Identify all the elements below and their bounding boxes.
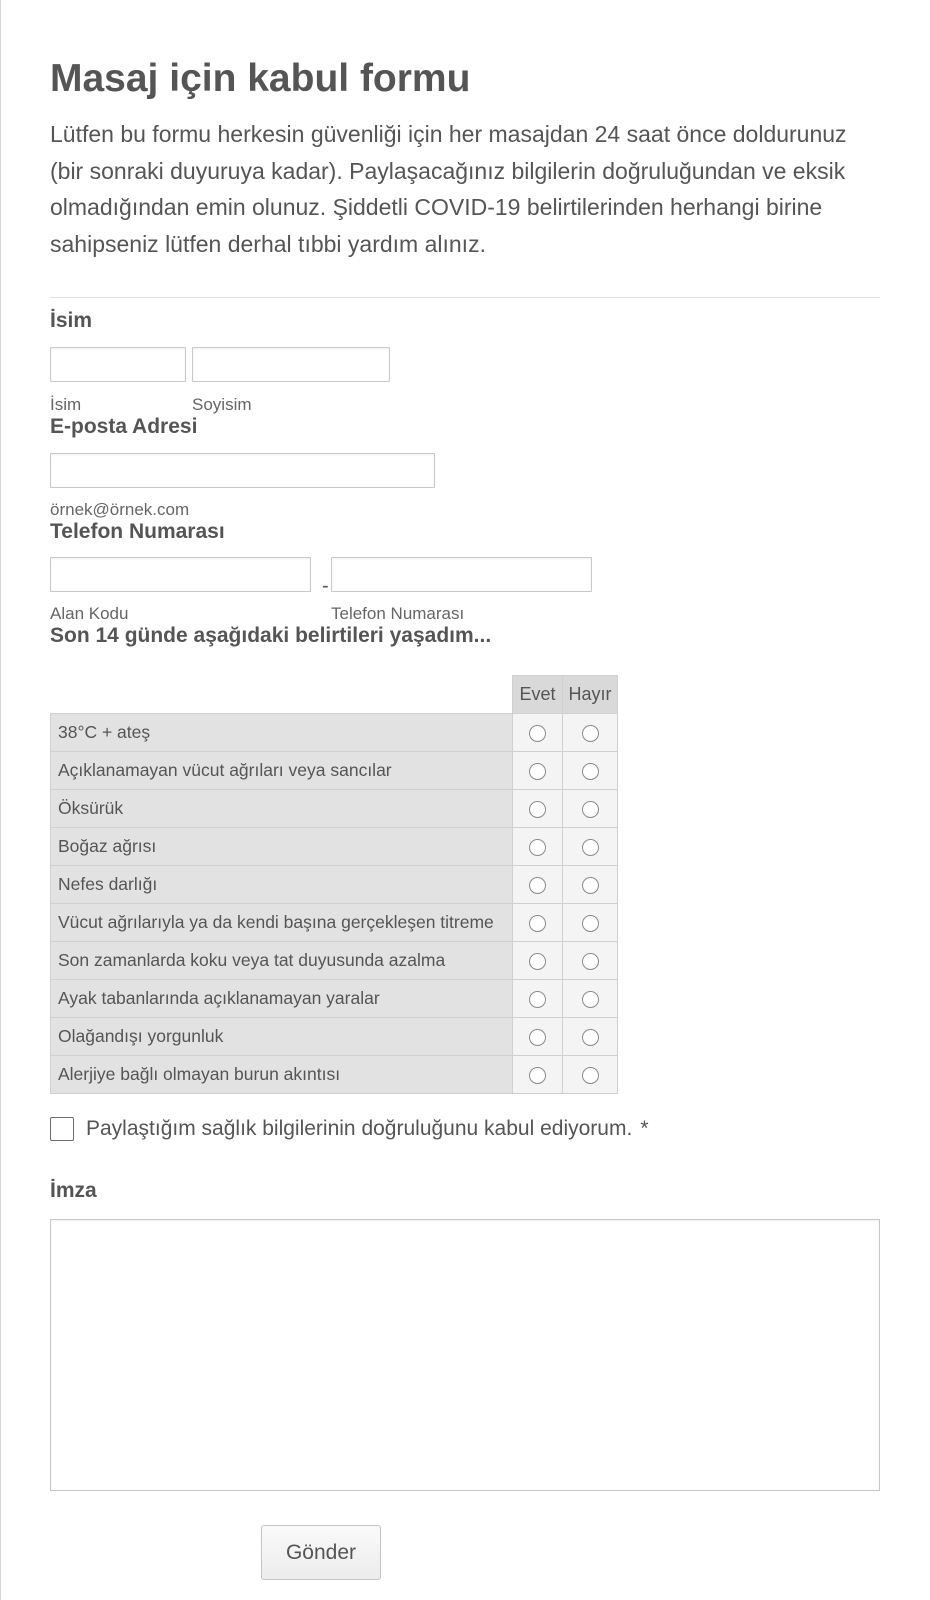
symptom-label: Nefes darlığı [51, 866, 513, 904]
header-divider [50, 297, 880, 298]
phone-number-sublabel: Telefon Numarası [331, 604, 465, 623]
radio-evet[interactable] [529, 725, 546, 742]
symptoms-matrix [50, 675, 618, 1094]
email-sublabel: örnek@örnek.com [50, 500, 190, 519]
radio-hayir[interactable] [582, 801, 599, 818]
matrix-corner [51, 676, 513, 714]
consent-checkbox[interactable] [50, 1117, 74, 1141]
symptom-label: Vücut ağrılarıyla ya da kendi başına gerçekleşen titreme [51, 904, 513, 942]
page-left-edge [0, 0, 1, 1600]
required-asterisk: * [640, 1117, 649, 1140]
signature-label: İmza [50, 1179, 97, 1202]
phone-number-input[interactable] [331, 557, 592, 592]
radio-hayir[interactable] [582, 877, 599, 894]
column-header-hayir: Hayır [563, 676, 618, 714]
radio-evet[interactable] [529, 991, 546, 1008]
matrix-row [51, 904, 618, 942]
last-name-input[interactable] [192, 347, 390, 382]
radio-hayir[interactable] [582, 839, 599, 856]
matrix-row [51, 866, 618, 904]
matrix-row [51, 790, 618, 828]
column-header-evet: Evet [513, 676, 563, 714]
symptom-label: Açıklanamayan vücut ağrıları veya sancılar [51, 752, 513, 790]
radio-hayir[interactable] [582, 1029, 599, 1046]
radio-hayir[interactable] [582, 763, 599, 780]
radio-hayir[interactable] [582, 953, 599, 970]
form-description: Lütfen bu formu herkesin güvenliği için her masajdan 24 saat önce doldurunuz (bir sonraki duyuruya kadar). Paylaşacağınız bilgilerin doğruluğundan ve eksik olmadığından emin olunuz. Şiddetli COVID-19 belirtilerinden herhangi birine sahipseniz lütfen derhal tıbbi yardım alınız. [50, 121, 847, 257]
email-input[interactable] [50, 453, 435, 488]
first-name-input[interactable] [50, 347, 186, 382]
radio-hayir[interactable] [582, 725, 599, 742]
submit-button[interactable]: Gönder [261, 1525, 381, 1580]
phone-separator: - [322, 575, 329, 597]
radio-evet[interactable] [529, 1029, 546, 1046]
signature-pad[interactable] [50, 1219, 880, 1491]
phone-label: Telefon Numarası [50, 520, 225, 543]
symptom-label: Son zamanlarda koku veya tat duyusunda azalma [51, 942, 513, 980]
radio-evet[interactable] [529, 801, 546, 818]
form-title: Masaj için kabul formu [50, 57, 471, 100]
matrix-row [51, 980, 618, 1018]
area-code-sublabel: Alan Kodu [50, 604, 129, 623]
consent-row [50, 1117, 649, 1141]
symptom-label: Olağandışı yorgunluk [51, 1018, 513, 1056]
matrix-row [51, 942, 618, 980]
email-label: E-posta Adresi [50, 415, 198, 438]
symptom-label: Boğaz ağrısı [51, 828, 513, 866]
symptom-label: Alerjiye bağlı olmayan burun akıntısı [51, 1056, 513, 1094]
symptom-label: 38°C + ateş [51, 714, 513, 752]
symptom-label: Öksürük [51, 790, 513, 828]
symptoms-label: Son 14 günde aşağıdaki belirtileri yaşadım... [50, 624, 492, 647]
first-name-sublabel: İsim [50, 395, 82, 414]
radio-evet[interactable] [529, 1067, 546, 1084]
radio-hayir[interactable] [582, 915, 599, 932]
radio-hayir[interactable] [582, 991, 599, 1008]
radio-evet[interactable] [529, 915, 546, 932]
name-label: İsim [50, 309, 93, 332]
area-code-input[interactable] [50, 557, 311, 592]
matrix-row [51, 752, 618, 790]
radio-hayir[interactable] [582, 1067, 599, 1084]
radio-evet[interactable] [529, 953, 546, 970]
matrix-row [51, 1018, 618, 1056]
last-name-sublabel: Soyisim [192, 395, 252, 414]
symptom-label: Ayak tabanlarında açıklanamayan yaralar [51, 980, 513, 1018]
consent-text: Paylaştığım sağlık bilgilerinin doğruluğunu kabul ediyorum. [86, 1117, 633, 1140]
matrix-row [51, 1056, 618, 1094]
matrix-row [51, 714, 618, 752]
radio-evet[interactable] [529, 839, 546, 856]
radio-evet[interactable] [529, 763, 546, 780]
matrix-row [51, 828, 618, 866]
radio-evet[interactable] [529, 877, 546, 894]
